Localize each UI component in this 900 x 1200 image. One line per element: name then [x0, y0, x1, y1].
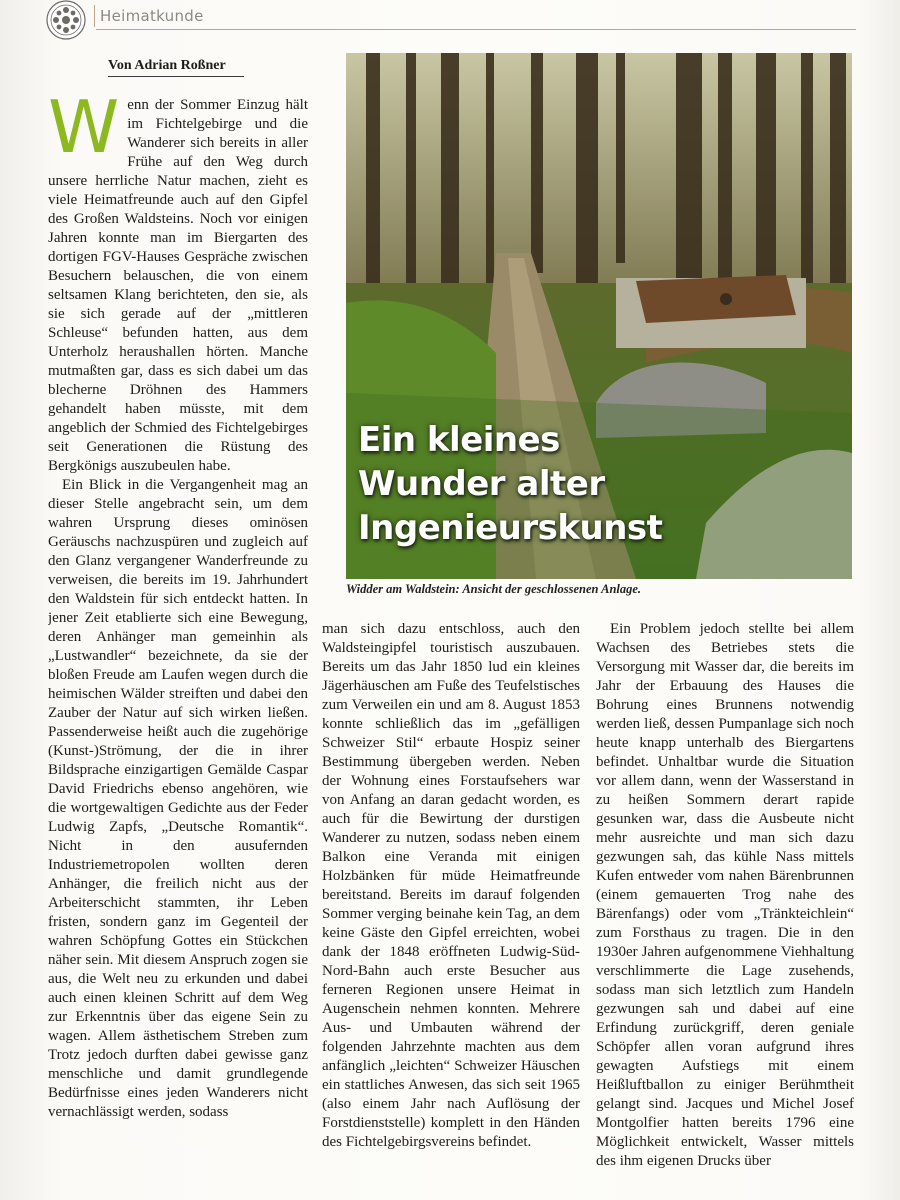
photo-caption: Widder am Waldstein: Ansicht der geschlossenen Anlage. — [346, 582, 642, 596]
article-column-1 — [48, 96, 308, 1180]
emblem-icon — [44, 0, 88, 44]
article-column-2 — [322, 620, 580, 1180]
byline: Von Adrian Roßner — [108, 58, 226, 73]
headline-line-2: Wunder alter — [358, 464, 605, 504]
headline — [358, 418, 662, 550]
paragraph-1 — [48, 96, 308, 476]
paragraph-3: man sich dazu entschloss, auch den Waldsteingipfel touristisch auszubauen. Bereits um das Jahr 1850 lud ein kleines Jägerhäuschen am Fuße des Teufelstisches zum Verweilen ein und am 8. August 1853 konnte schließlich das im „gefälligen Schweizer Stil“ erbaute Hospiz seiner Bestimmung übergeben werden. Neben der Wohnung eines Forstaufsehers war von Anfang an daran gedacht worden, es auch für die Bewirtung der durstigen Wanderer zu nutzen, sodass neben einem Balkon eine Veranda mit einigen Holzbänken für müde Heimatfreunde bereitstand. Bereits im darauf folgenden Sommer verging beinahe kein Tag, an dem keine Gäste den Gipfel erreichten, wobei dank der 1848 eröffneten Ludwig-Süd-Nord-Bahn auch erste Besucher aus ferneren Regionen unsere Heimat in Augenschein nehmen konnten. Mehrere Aus- und Umbauten während der folgenden Jahrzehnte machten aus dem anfänglich „leichten“ Schweizer Häuschen ein stattliches Anwesen, das sich seit 1965 (also einem Jahr nach Auflösung der Forstdienststelle) komplett in den Händen des Fichtelgebirgsvereins befindet. — [322, 621, 580, 1150]
header-separator — [94, 5, 95, 27]
byline-underline — [108, 76, 244, 77]
headline-line-3: Ingenieurskunst — [358, 508, 663, 548]
paragraph-4: Ein Problem jedoch stellte bei allem Wachsen des Betriebes stets die Versorgung mit Wasser dar, die bereits im Jahr der Erbauung des Hauses die Bohrung eines Brunnens notwendig werden ließ, dessen Pumpanlage sich noch heute knapp unterhalb des Biergartens befindet. Unhaltbar wurde die Situation vor allem dann, wenn der Wasserstand in zu heißen Sommern derart rapide gesunken war, dass die Ausbeute nicht mehr ausreichte und man sich dazu gezwungen sah, das kühle Nass mittels Kufen entweder vom nahen Bärenbrunnen (einem gemauerten Trog nahe des Bärenfangs) oder vom „Tränkteichlein“ zum Forsthaus zu tragen. Die in den 1930er Jahren aufgenommene Viehhaltung verschlimmerte die Lage zusehends, sodass man sich letztlich zum Handeln gezwungen sah und dabei auf eine Erfindung zurückgriff, deren geniale Schöpfer allen voran aufgrund ihres gewagten Aufstiegs mit einem Heißluftballon zu einiger Berühmtheit gelangt sind. Jacques und Michel Josef Montgolfier hatten bereits 1796 eine Möglichkeit entwickelt, Wasser mittels des ihm eigenen Drucks über — [596, 621, 854, 1169]
article-column-3 — [596, 620, 854, 1180]
headline-line-1: Ein kleines — [358, 420, 560, 460]
drop-cap: W — [48, 96, 120, 169]
header-rule — [96, 29, 856, 30]
paragraph-2: Ein Blick in die Vergangenheit mag an dieser Stelle angebracht sein, um dem wahren Ursprung dieses ominösen Geräuschs nachzuspüren und zugleich auf den Glanz vergangener Wanderfreunde zu verweisen, die bereits im 19. Jahrhundert den Waldstein für sich entdeckt hatten. In jener Zeit etablierte sich eine Bewegung, deren Anhänger man gemeinhin als „Lustwandler“ bezeichnete, da sie der bloßen Freude am Laufen wegen durch die heimischen Wälder streiften und dabei den Zauber der Natur auf sich wirken ließen. Passenderweise heißt auch die zugehörige (Kunst-)Strömung, der die in ihrer Bildsprache einzigartigen Gemälde Caspar David Friedrichs ebenso angehören, wie die wortgewaltigen Gedichte aus der Feder Ludwig Zapfs, „Deutsche Romantik“. Nicht in den ausufernden Industriemetropolen wollten deren Anhänger, die freilich nicht aus der Arbeiterschicht stammten, ihr Leben fristen, sondern ganz im Gegenteil der wahren Schöpfung Gottes ein Stückchen näher sein. Mit diesem Anspruch zogen sie aus, die Welt neu zu erkunden und dabei auch einen kleinen Schritt auf dem Weg zur Erkenntnis über das eigene Sein zu wagen. Allem ästhetischem Streben zum Trotz jedoch durften dabei gewisse ganz menschliche und damit grundlegende Bedürfnisse eines jeden Wanderers nicht vernachlässigt werden, sodass — [48, 477, 308, 1120]
section-title: Heimatkunde — [100, 7, 204, 25]
paragraph-1-text: enn der Sommer Einzug hält im Fichtelgebirge und die Wanderer sich bereits in aller Frühe auf den Weg durch unsere herrliche Natur machen, zieht es viele Heimatfreunde auch auf den Gipfel des Großen Waldsteins. Noch vor einigen Jahren konnte man im Biergarten des dortigen FGV-Hauses Gespräche zwischen Besuchern belauschen, die von einem seltsamen Klang berichteten, den sie, als sie sich gerade auf der „mittleren Schleuse“ befunden hatten, aus dem Unterholz heraushallen hörten. Manche mutmaßten gar, dass es sich dabei um das blecherne Dröhnen des Hammers gehandelt haben müsste, mit dem angeblich der Schmied des Fichtelgebirges seit Generationen die Rüstung des Bergkönigs auszubeulen habe. — [48, 97, 308, 474]
